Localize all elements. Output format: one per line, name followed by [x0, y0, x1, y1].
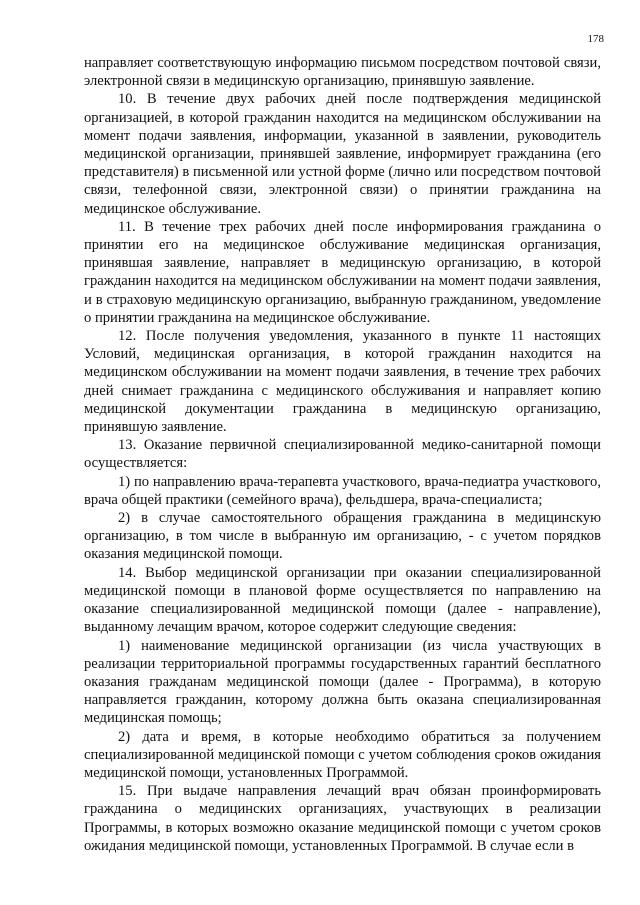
- paragraph-item-15: 15. При выдаче направления лечащий врач обязан проинформировать гражданина о медицинских организациях, участвующих в реализации Программы, в которых возможно оказание медицинской помощи с учетом сроков ожидания медицинской помощи, установленных Программой. В случае если в: [84, 783, 601, 854]
- paragraph-item-13-sub-2: 2) в случае самостоятельного обращения гражданина в медицинскую организацию, в том числе в выбранную им организацию, - с учетом порядков оказания медицинской помощи.: [84, 510, 601, 563]
- paragraph-item-11: 11. В течение трех рабочих дней после информирования гражданина о принятии его на медицинское обслуживание медицинская организация, принявшая заявление, направляет в медицинскую организацию, в которой гражданин находится на медицинском обслуживании на момент подачи заявления, и в страховую медицинскую организацию, выбранную гражданином, уведомление о принятии гражданина на медицинское обслуживание.: [84, 218, 601, 326]
- paragraph-item-14-sub-2: 2) дата и время, в которые необходимо обратиться за получением специализированной медицинской помощи с учетом соблюдения сроков ожидания медицинской помощи, установленных Программой.: [84, 728, 601, 781]
- paragraph-item-14: 14. Выбор медицинской организации при оказании специализированной медицинской помощи в плановой форме осуществляется по направлению на оказание специализированной медицинской помощи (далее - направление), выданному лечащим врачом, которое содержит следующие сведения:: [84, 564, 601, 636]
- document-body: [84, 54, 601, 855]
- paragraph-item-14-sub-1: 1) наименование медицинской организации (из числа участвующих в реализации территориальной программы государственных гарантий бесплатного оказания гражданам медицинской помощи (далее - Программа), в которую направляется гражданин, которому должна быть оказана специализированная медицинская помощь;: [84, 637, 601, 727]
- page-number: 178: [587, 33, 604, 45]
- paragraph-continuation: направляет соответствующую информацию письмом посредством почтовой связи, электронной связи в медицинскую организацию, принявшую заявление.: [84, 55, 601, 90]
- paragraph-item-13: 13. Оказание первичной специализированной медико-санитарной помощи осуществляется:: [84, 437, 601, 472]
- paragraph-item-12: 12. После получения уведомления, указанного в пункте 11 настоящих Условий, медицинская организация, в которой гражданин находится на медицинском обслуживании на момент подачи заявления, в течение трех рабочих дней снимает гражданина с медицинского обслуживания и направляет копию медицинской документации гражданина в медицинскую организацию, принявшую заявление.: [84, 328, 601, 436]
- paragraph-item-13-sub-1: 1) по направлению врача-терапевта участкового, врача-педиатра участкового, врача общей практики (семейного врача), фельдшера, врача-специалиста;: [84, 473, 601, 508]
- paragraph-item-10: 10. В течение двух рабочих дней после подтверждения медицинской организацией, в которой гражданин находится на медицинском обслуживании на момент подачи заявления, информации, указанной в заявлении, руководитель медицинской организации, принявшей заявление, информирует гражданина (его представителя) в письменной или устной форме (лично или посредством почтовой связи, телефонной связи, электронной связи) о принятии гражданина на медицинское обслуживание.: [84, 91, 601, 217]
